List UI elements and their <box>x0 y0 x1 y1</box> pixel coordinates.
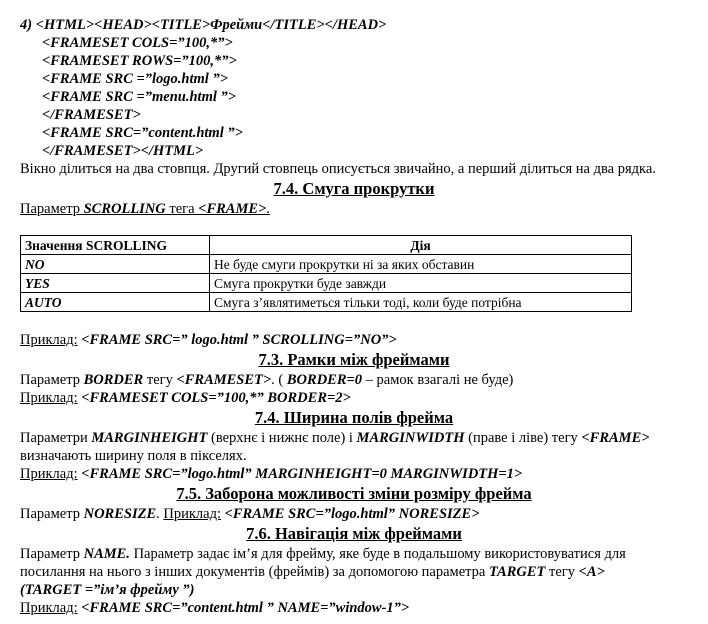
code-line-6: </FRAMESET> <box>42 107 141 123</box>
param-name: SCROLLING <box>83 201 166 217</box>
text: тегу <box>143 372 177 388</box>
name-param-line-2 <box>20 563 605 581</box>
heading-frame-borders <box>0 350 708 370</box>
heading-text: 7.5. Заборона можливості зміни розміру фрейма <box>176 484 532 503</box>
scrolling-values-table <box>20 235 632 312</box>
heading-text: 7.3. Рамки між фреймами <box>258 350 450 369</box>
example-label: Приклад: <box>20 332 78 348</box>
param-name: NAME. <box>83 546 130 562</box>
code-line-8: </FRAMESET></HTML> <box>42 143 204 159</box>
table-header-action: Дія <box>210 236 632 255</box>
explanation-text: Вікно ділиться на два стовпця. Другий стовпець описується звичайно, а перший ділиться на два рядка. <box>20 161 656 177</box>
table-cell-value: AUTO <box>21 293 210 312</box>
example-margins <box>20 465 522 483</box>
example-border <box>20 389 351 407</box>
text: Параметр <box>20 546 84 562</box>
tag-name: <FRAME> <box>198 201 267 217</box>
text: Параметр задає ім’я для фрейму, яке буде в подальшому використовуватися для <box>129 546 626 562</box>
text: Параметри <box>20 430 92 446</box>
item-number: 4) <box>20 17 33 33</box>
text: посилання на нього з інших документів (фреймів) за допомогою параметра <box>20 564 489 580</box>
table-cell-action: Не буде смуги прокрутки ні за яких обставин <box>210 255 632 274</box>
table-row <box>21 293 632 312</box>
example-code: <FRAME SRC=”logo.html” MARGINHEIGHT=0 MARGINWIDTH=1> <box>77 466 523 482</box>
example-label: Приклад: <box>20 600 78 616</box>
table-cell-value: NO <box>21 255 210 274</box>
example-label: Приклад: <box>20 390 78 406</box>
border-param-line <box>20 371 513 389</box>
tag-name: <FRAMESET> <box>176 372 272 388</box>
param-name: BORDER <box>83 372 144 388</box>
tag-name: <A> <box>578 564 605 580</box>
text: – рамок взагалі не буде) <box>362 372 514 388</box>
text: Параметр <box>20 506 84 522</box>
param-name: NORESIZE <box>83 506 157 522</box>
table-cell-value: YES <box>21 274 210 293</box>
text: Параметр <box>20 372 84 388</box>
code-line-5: <FRAME SRC =”menu.html ”> <box>42 89 237 105</box>
example-label: Приклад: <box>20 466 78 482</box>
tag-name: <FRAME> <box>581 430 650 446</box>
text: (верхнє і нижнє поле) і <box>207 430 357 446</box>
example-code: <FRAME SRC=”logo.html” NORESIZE> <box>220 506 480 522</box>
param-name: MARGINWIDTH <box>356 430 465 446</box>
text: . ( <box>271 372 287 388</box>
noresize-line <box>20 505 479 523</box>
code-text: <HTML><HEAD><TITLE>Фрейми</TITLE></HEAD> <box>35 17 387 33</box>
name-param-line <box>20 545 626 563</box>
target-syntax: (TARGET =”ім’я фрейму ”) <box>20 582 195 598</box>
text: Параметр <box>20 201 84 217</box>
param-code: BORDER=0 <box>286 372 363 388</box>
margin-description: визначають ширину поля в пікселях. <box>20 448 247 464</box>
table-cell-action: Смуга з’являтиметься тільки тоді, коли буде потрібна <box>210 293 632 312</box>
example-name <box>20 599 409 617</box>
param-name: MARGINHEIGHT <box>91 430 208 446</box>
heading-navigation <box>0 524 708 544</box>
table-header-value: Значення SCROLLING <box>21 236 210 255</box>
margin-param-line <box>20 429 650 447</box>
table-header-row <box>21 236 632 255</box>
heading-text: 7.6. Навігація між фреймами <box>246 524 462 543</box>
code-line-3: <FRAMESET ROWS=”100,*”> <box>42 53 237 69</box>
example-code: <FRAMESET COLS=”100,*” BORDER=2> <box>77 390 351 406</box>
code-line-4: <FRAME SRC =”logo.html ”> <box>42 71 228 87</box>
example-code: <FRAME SRC=” logo.html ” SCROLLING=”NO”> <box>77 332 397 348</box>
heading-scrollbar <box>0 179 708 199</box>
code-line-7: <FRAME SRC=”content.html ”> <box>42 125 243 141</box>
text: тега <box>165 201 199 217</box>
heading-frame-margins <box>0 408 708 428</box>
text: . <box>266 201 270 217</box>
text: тегу <box>545 564 579 580</box>
text: (праве і ліве) тегу <box>464 430 582 446</box>
heading-noresize <box>0 484 708 504</box>
example-label: Приклад: <box>163 506 221 522</box>
example-code: <FRAME SRC=”content.html ” NAME=”window-1”> <box>77 600 410 616</box>
param-name: TARGET <box>489 564 546 580</box>
heading-text: 7.4. Смуга прокрутки <box>273 179 435 198</box>
table-cell-action: Смуга прокрутки буде завжди <box>210 274 632 293</box>
table-row <box>21 274 632 293</box>
code-line-2: <FRAMESET COLS=”100,*”> <box>42 35 233 51</box>
heading-text: 7.4. Ширина полів фрейма <box>254 408 454 427</box>
code-line-1 <box>20 16 386 34</box>
text: . <box>156 506 164 522</box>
scrolling-param-line <box>20 200 270 218</box>
table-row <box>21 255 632 274</box>
example-scrolling <box>20 331 397 349</box>
